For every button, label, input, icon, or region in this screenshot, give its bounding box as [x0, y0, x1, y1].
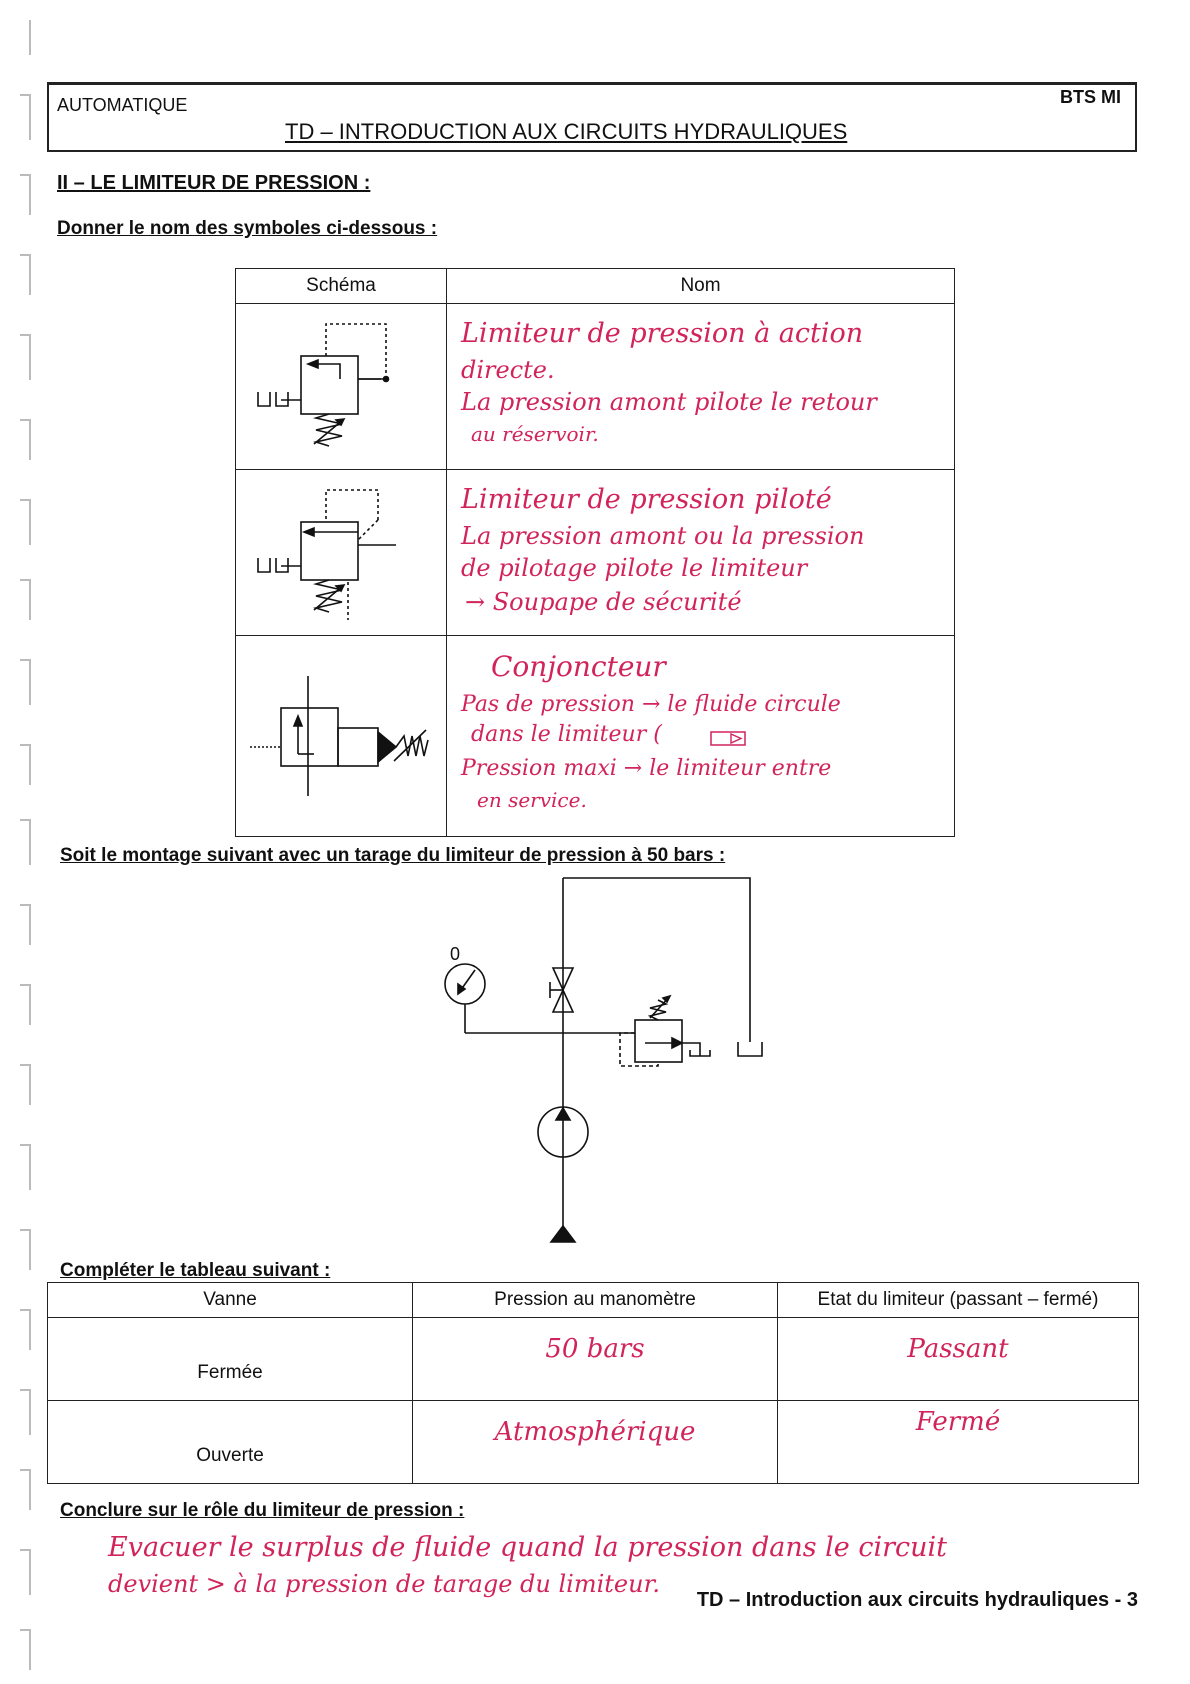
table-row: [48, 1318, 1139, 1401]
col-header-nom: Nom: [447, 269, 955, 304]
handwritten-answer-line: Pas de pression → le fluide circule: [461, 692, 841, 717]
answer-cell-2: [447, 470, 955, 636]
pilot-relief-valve-diagram: [236, 470, 444, 630]
handwritten-answer-line: Conjoncteur: [491, 650, 666, 683]
col-header-etat: Etat du limiteur (passant – fermé): [778, 1283, 1139, 1318]
handwritten-answer-line: La pression amont ou la pression: [461, 522, 865, 550]
results-heading: Compléter le tableau suivant :: [60, 1260, 331, 1281]
conclusion-heading: Conclure sur le rôle du limiteur de pression :: [60, 1500, 465, 1521]
pression-cell: Atmosphérique: [413, 1401, 778, 1484]
document-header: [47, 82, 1137, 152]
symbol-conjoncteur: [236, 636, 447, 837]
subject-label: AUTOMATIQUE: [57, 95, 188, 115]
conjoncteur-diagram: [236, 636, 444, 831]
results-table: [47, 1282, 1139, 1484]
circuit-heading: Soit le montage suivant avec un tarage du limiteur de pression à 50 bars :: [60, 845, 726, 866]
handwritten-answer-line: Limiteur de pression à action: [461, 318, 864, 349]
symbols-table: [235, 268, 955, 837]
page-footer: TD – Introduction aux circuits hydrauliques - 3: [696, 1589, 1138, 1611]
col-header-pression: Pression au manomètre: [413, 1283, 778, 1318]
handwritten-answer-line: en service.: [477, 788, 587, 812]
col-header-schema: Schéma: [236, 269, 447, 304]
conclusion-answer-line: devient > à la pression de tarage du limiteur.: [108, 1570, 661, 1598]
handwritten-answer-line: de pilotage pilote le limiteur: [461, 554, 808, 582]
direct-relief-valve-diagram: [236, 304, 444, 464]
pression-cell: 50 bars: [413, 1318, 778, 1401]
valve-sketch-icon: [709, 730, 749, 748]
handwritten-answer-line: La pression amont pilote le retour: [461, 388, 877, 416]
etat-cell: Passant: [778, 1318, 1139, 1401]
hydraulic-circuit-diagram: [420, 870, 780, 1250]
vanne-cell: Ouverte: [48, 1401, 413, 1484]
handwritten-answer-line: Limiteur de pression piloté: [461, 484, 832, 515]
answer-cell-1: [447, 304, 955, 470]
col-header-vanne: Vanne: [48, 1283, 413, 1318]
section-heading: II – LE LIMITEUR DE PRESSION :: [57, 172, 371, 194]
handwritten-answer-line: directe.: [461, 356, 555, 384]
symbol-pilot-relief-valve: [236, 470, 447, 636]
vanne-cell: Fermée: [48, 1318, 413, 1401]
gauge-label: 0: [450, 944, 461, 964]
table-row: [236, 470, 955, 636]
table-row: [236, 636, 955, 837]
symbols-instruction: Donner le nom des symboles ci-dessous :: [57, 218, 438, 239]
document-title: TD – INTRODUCTION AUX CIRCUITS HYDRAULIQUES: [285, 119, 848, 144]
symbol-direct-relief-valve: [236, 304, 447, 470]
table-row: [48, 1401, 1139, 1484]
conclusion-answer-line: Evacuer le surplus de fluide quand la pression dans le circuit: [108, 1532, 948, 1563]
etat-cell: Fermé: [778, 1401, 1139, 1484]
binder-margin-marks: [0, 0, 40, 1684]
class-label: BTS MI: [1060, 87, 1121, 107]
handwritten-answer-line: → Soupape de sécurité: [465, 588, 742, 616]
handwritten-answer-line: au réservoir.: [471, 422, 599, 446]
handwritten-answer-line: dans le limiteur (: [471, 722, 662, 747]
answer-cell-3: [447, 636, 955, 837]
table-row: [236, 304, 955, 470]
handwritten-answer-line: Pression maxi → le limiteur entre: [461, 756, 832, 781]
